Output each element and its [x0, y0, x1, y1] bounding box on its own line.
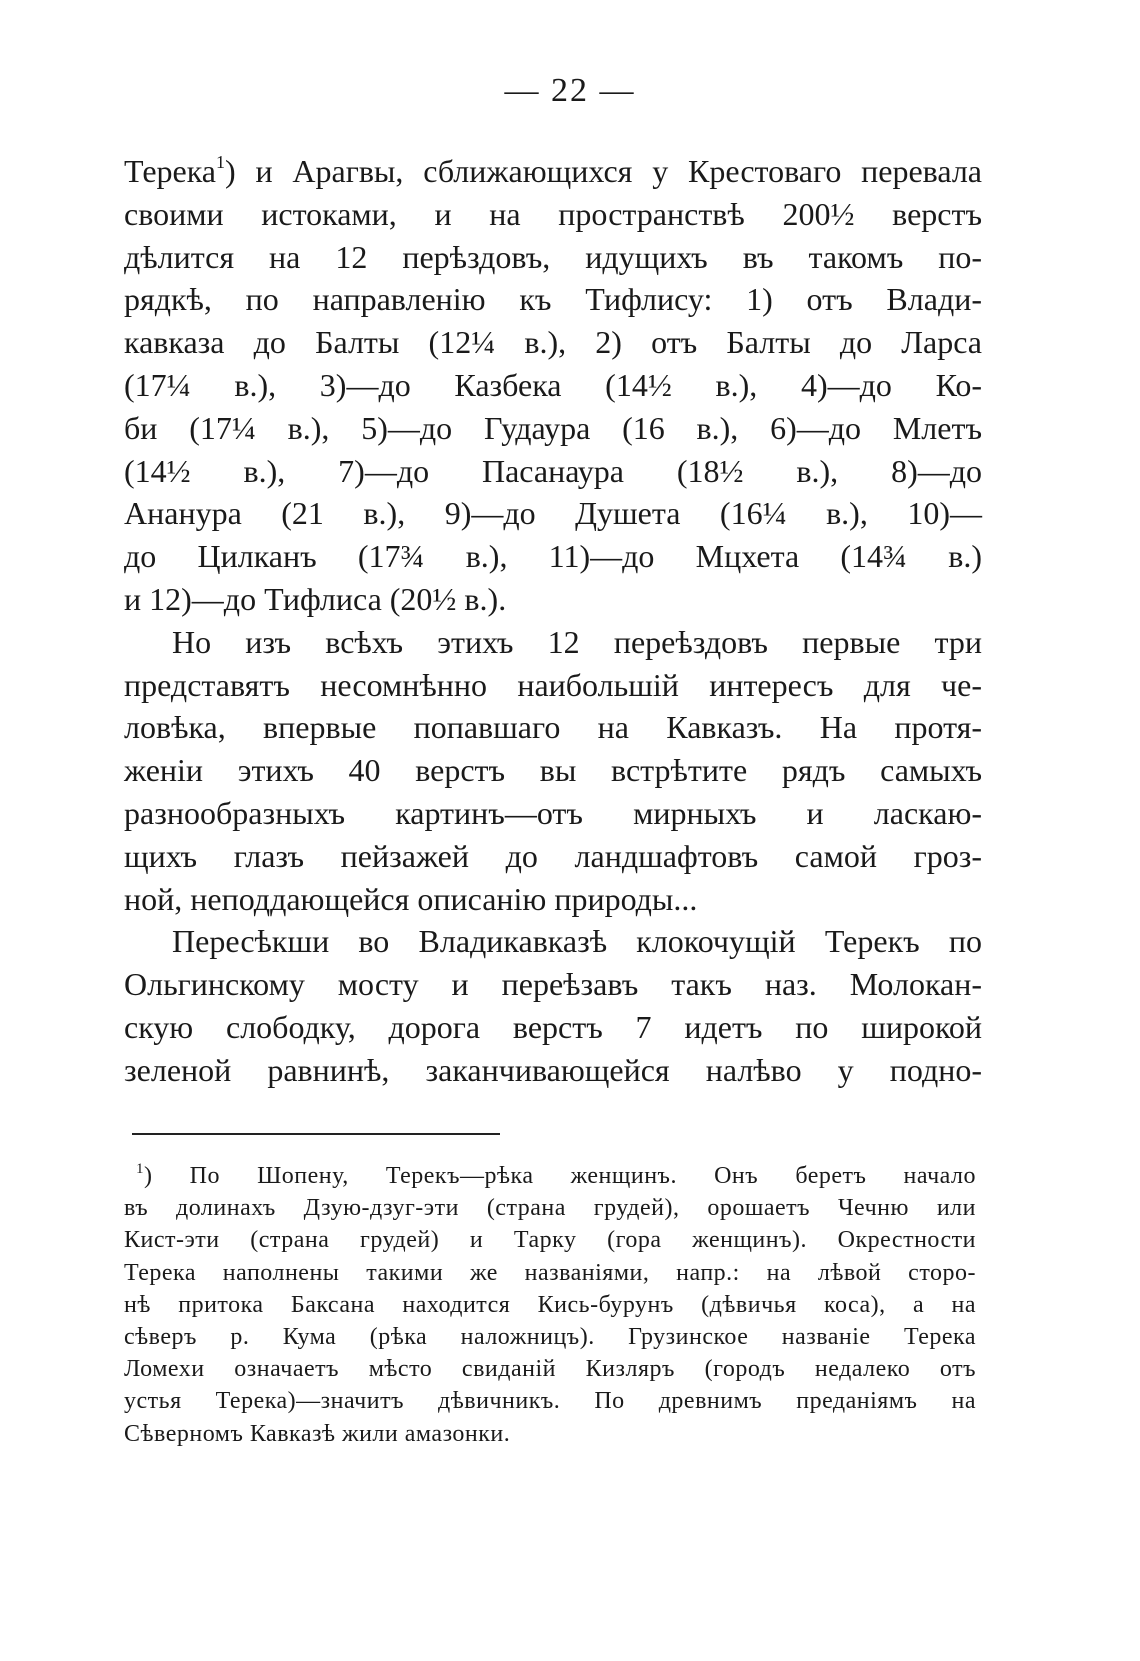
text-line: Ананура (21 в.), 9)—до Душета (16¼ в.), 10)— [124, 495, 982, 532]
text-fragment: ) По Шопену, Терекъ—рѣка женщинъ. Онъ беретъ начало [144, 1163, 976, 1189]
text-line: ловѣка, впервые попавшаго на Кавказъ. На протя- [124, 709, 982, 746]
text-line: до Цилканъ (17¾ в.), 11)—до Мцхета (14¾ в.) [124, 538, 982, 575]
page-number: — 22 — [504, 72, 636, 109]
footnote-line: устья Терека)—значитъ дѣвичникъ. По древнимъ преданіямъ на [124, 1388, 976, 1415]
text-line: Пересѣкши во Владикавказѣ клокочущій Терекъ по [172, 923, 982, 960]
text-line: рядкѣ, по направленію къ Тифлису: 1) отъ Влади- [124, 281, 982, 318]
text-line: своими истоками, и на пространствѣ 200½ верстъ [124, 195, 982, 232]
text-line: щихъ глазъ пейзажей до ландшафтовъ самой гроз- [124, 837, 982, 874]
footnote-line: сѣверъ р. Кума (рѣка наложницъ). Грузинское названіе Терека [124, 1324, 976, 1351]
footnote-line: Кист-эти (страна грудей) и Тарку (гора женщинъ). Окрестности [124, 1227, 976, 1254]
text-line: скую слободку, дорога верстъ 7 идетъ по широкой [124, 1008, 982, 1045]
main-text [124, 150, 982, 1092]
text-line: разнообразныхъ картинъ—отъ мирныхъ и ласкаю- [124, 794, 982, 831]
text-line: би (17¼ в.), 5)—до Гудаура (16 в.), 6)—до Млетъ [124, 409, 982, 446]
text-line: Ольгинскому мосту и переѣзавъ такъ наз. Молокан- [124, 966, 982, 1003]
footnote-reference: 1 [216, 152, 225, 172]
text-line: и 12)—до Тифлиса (20½ в.). [124, 580, 507, 617]
footnote-marker: 1 [136, 1161, 144, 1177]
text-line: кавказа до Балты (12¼ в.), 2) отъ Балты до Ларса [124, 324, 982, 361]
text-line: дѣлится на 12 перѣздовъ, идущихъ въ такомъ по- [124, 238, 982, 275]
footnote-line: Сѣверномъ Кавказѣ жили амазонки. [124, 1420, 511, 1447]
footnote-line: въ долинахъ Дзую-дзуг-эти (страна грудей), орошаетъ Чечню или [124, 1195, 976, 1222]
text-line: зеленой равнинѣ, заканчивающейся налѣво у подно- [124, 1051, 982, 1088]
text-line: (14½ в.), 7)—до Пасанаура (18½ в.), 8)—до [124, 452, 982, 489]
text-fragment: Терека [124, 153, 216, 189]
footnote-line: нѣ притока Баксана находится Кись-бурунъ (дѣвичья коса), а на [124, 1291, 976, 1318]
text-line: женіи этихъ 40 верстъ вы встрѣтите рядъ самыхъ [124, 752, 982, 789]
text-line: Но изъ всѣхъ этихъ 12 перeѣздовъ первые три [172, 623, 982, 660]
footnote-line: Терека наполнены такими же названіями, напр.: на лѣвой сторо- [124, 1259, 976, 1286]
text-line: (17¼ в.), 3)—до Казбека (14½ в.), 4)—до Ко- [124, 366, 982, 403]
text-line: представятъ несомнѣнно наибольшій интересъ для че- [124, 666, 982, 703]
footnote-line [124, 1160, 976, 1192]
footnote-line: Ломехи означаетъ мѣсто свиданій Кизляръ (городъ недалеко отъ [124, 1356, 976, 1383]
text-line: ной, неподдающейся описанію природы... [124, 880, 698, 917]
footnote-divider [132, 1133, 500, 1135]
text-fragment: ) и Арагвы, сближающихся у Крестоваго перевала [225, 153, 982, 189]
text-line [124, 150, 982, 193]
footnote [124, 1160, 976, 1450]
